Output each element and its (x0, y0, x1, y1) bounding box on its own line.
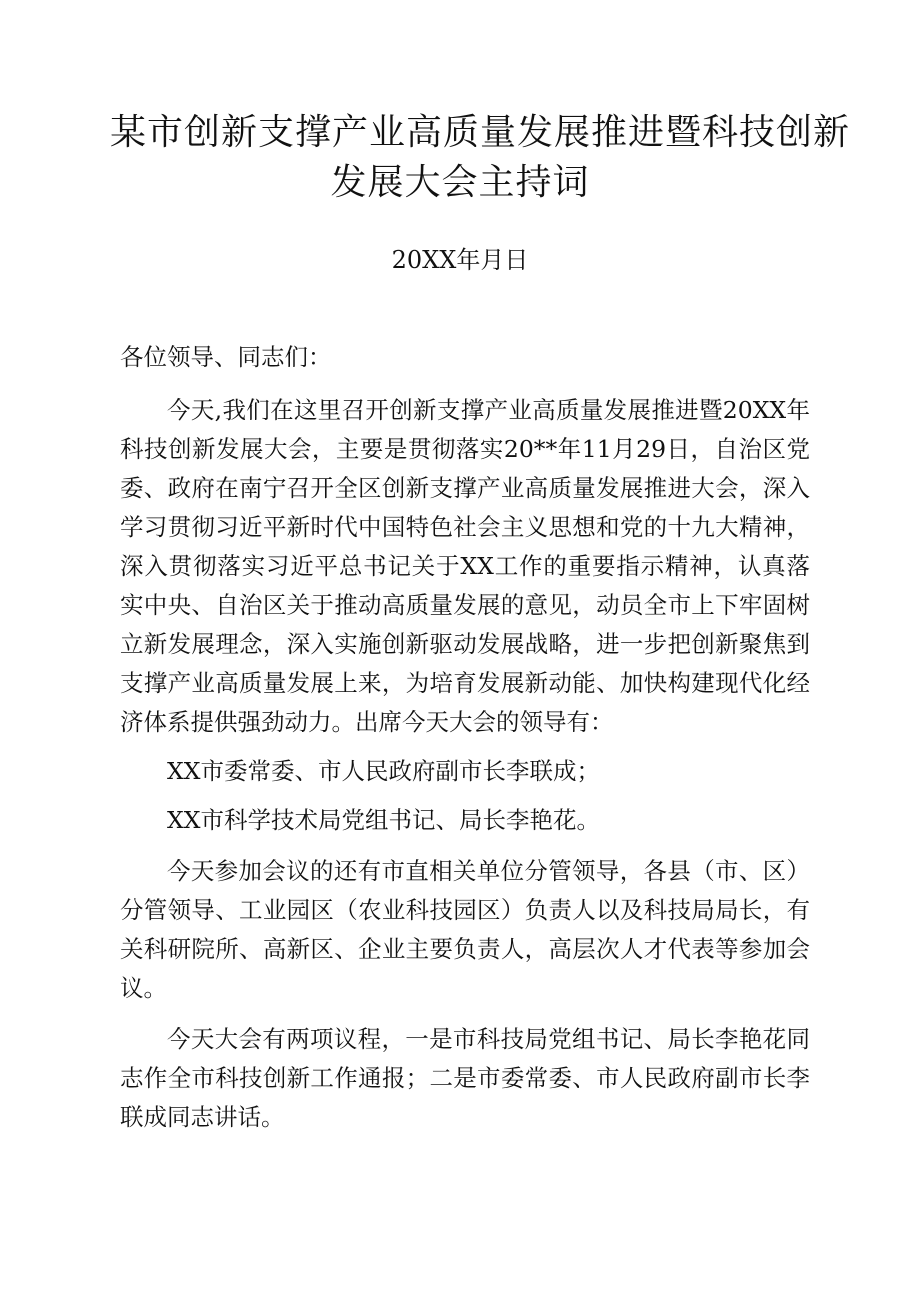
document-date: 20XX年月日 (391, 246, 529, 274)
title-line-1: 某市创新支撑产业高质量发展推进暨科技创新 (110, 112, 851, 153)
paragraph-leader-2: XX市科学技术局党组书记、局长李艳花。 (167, 806, 600, 834)
document-title (110, 108, 851, 208)
paragraph-attendees: 今天参加会议的还有市直相关单位分管领导，各县（市、区）分管领导、工业园区（农业科技园区）负责人以及科技局局长，有关科研院所、高新区、企业主要负责人，高层次人才代表等参加会议。 (120, 857, 810, 1002)
document-body (120, 338, 810, 1137)
salutation: 各位领导、同志们： (120, 343, 332, 371)
paragraph-opening: 今天,我们在这里召开创新支撑产业高质量发展推进暨20XX年科技创新发展大会，主要是贯彻落实20**年11月29日，自治区党委、政府在南宁召开全区创新支撑产业高质量发展推进大会，深入学习贯彻习近平新时代中国特色社会主义思想和党的十九大精神，深入贯彻落实习近平总书记关于XX工作的重要指示精神，认真落实中央、自治区关于推动高质量发展的意见，动员全市上下牢固树立新发展理念，深入实施创新驱动发展战略，进一步把创新聚焦到支撑产业高质量发展上来，为培育发展新动能、加快构建现代化经济体系提供强劲动力。出席今天大会的领导有： (120, 396, 810, 736)
paragraph-leader-1: XX市委常委、市人民政府副市长李联成； (167, 757, 600, 785)
title-line-2: 发展大会主持词 (330, 162, 590, 203)
paragraph-agenda: 今天大会有两项议程，一是市科技局党组书记、局长李艳花同志作全市科技创新工作通报；二是市委常委、市人民政府副市长李联成同志讲话。 (120, 1025, 810, 1131)
